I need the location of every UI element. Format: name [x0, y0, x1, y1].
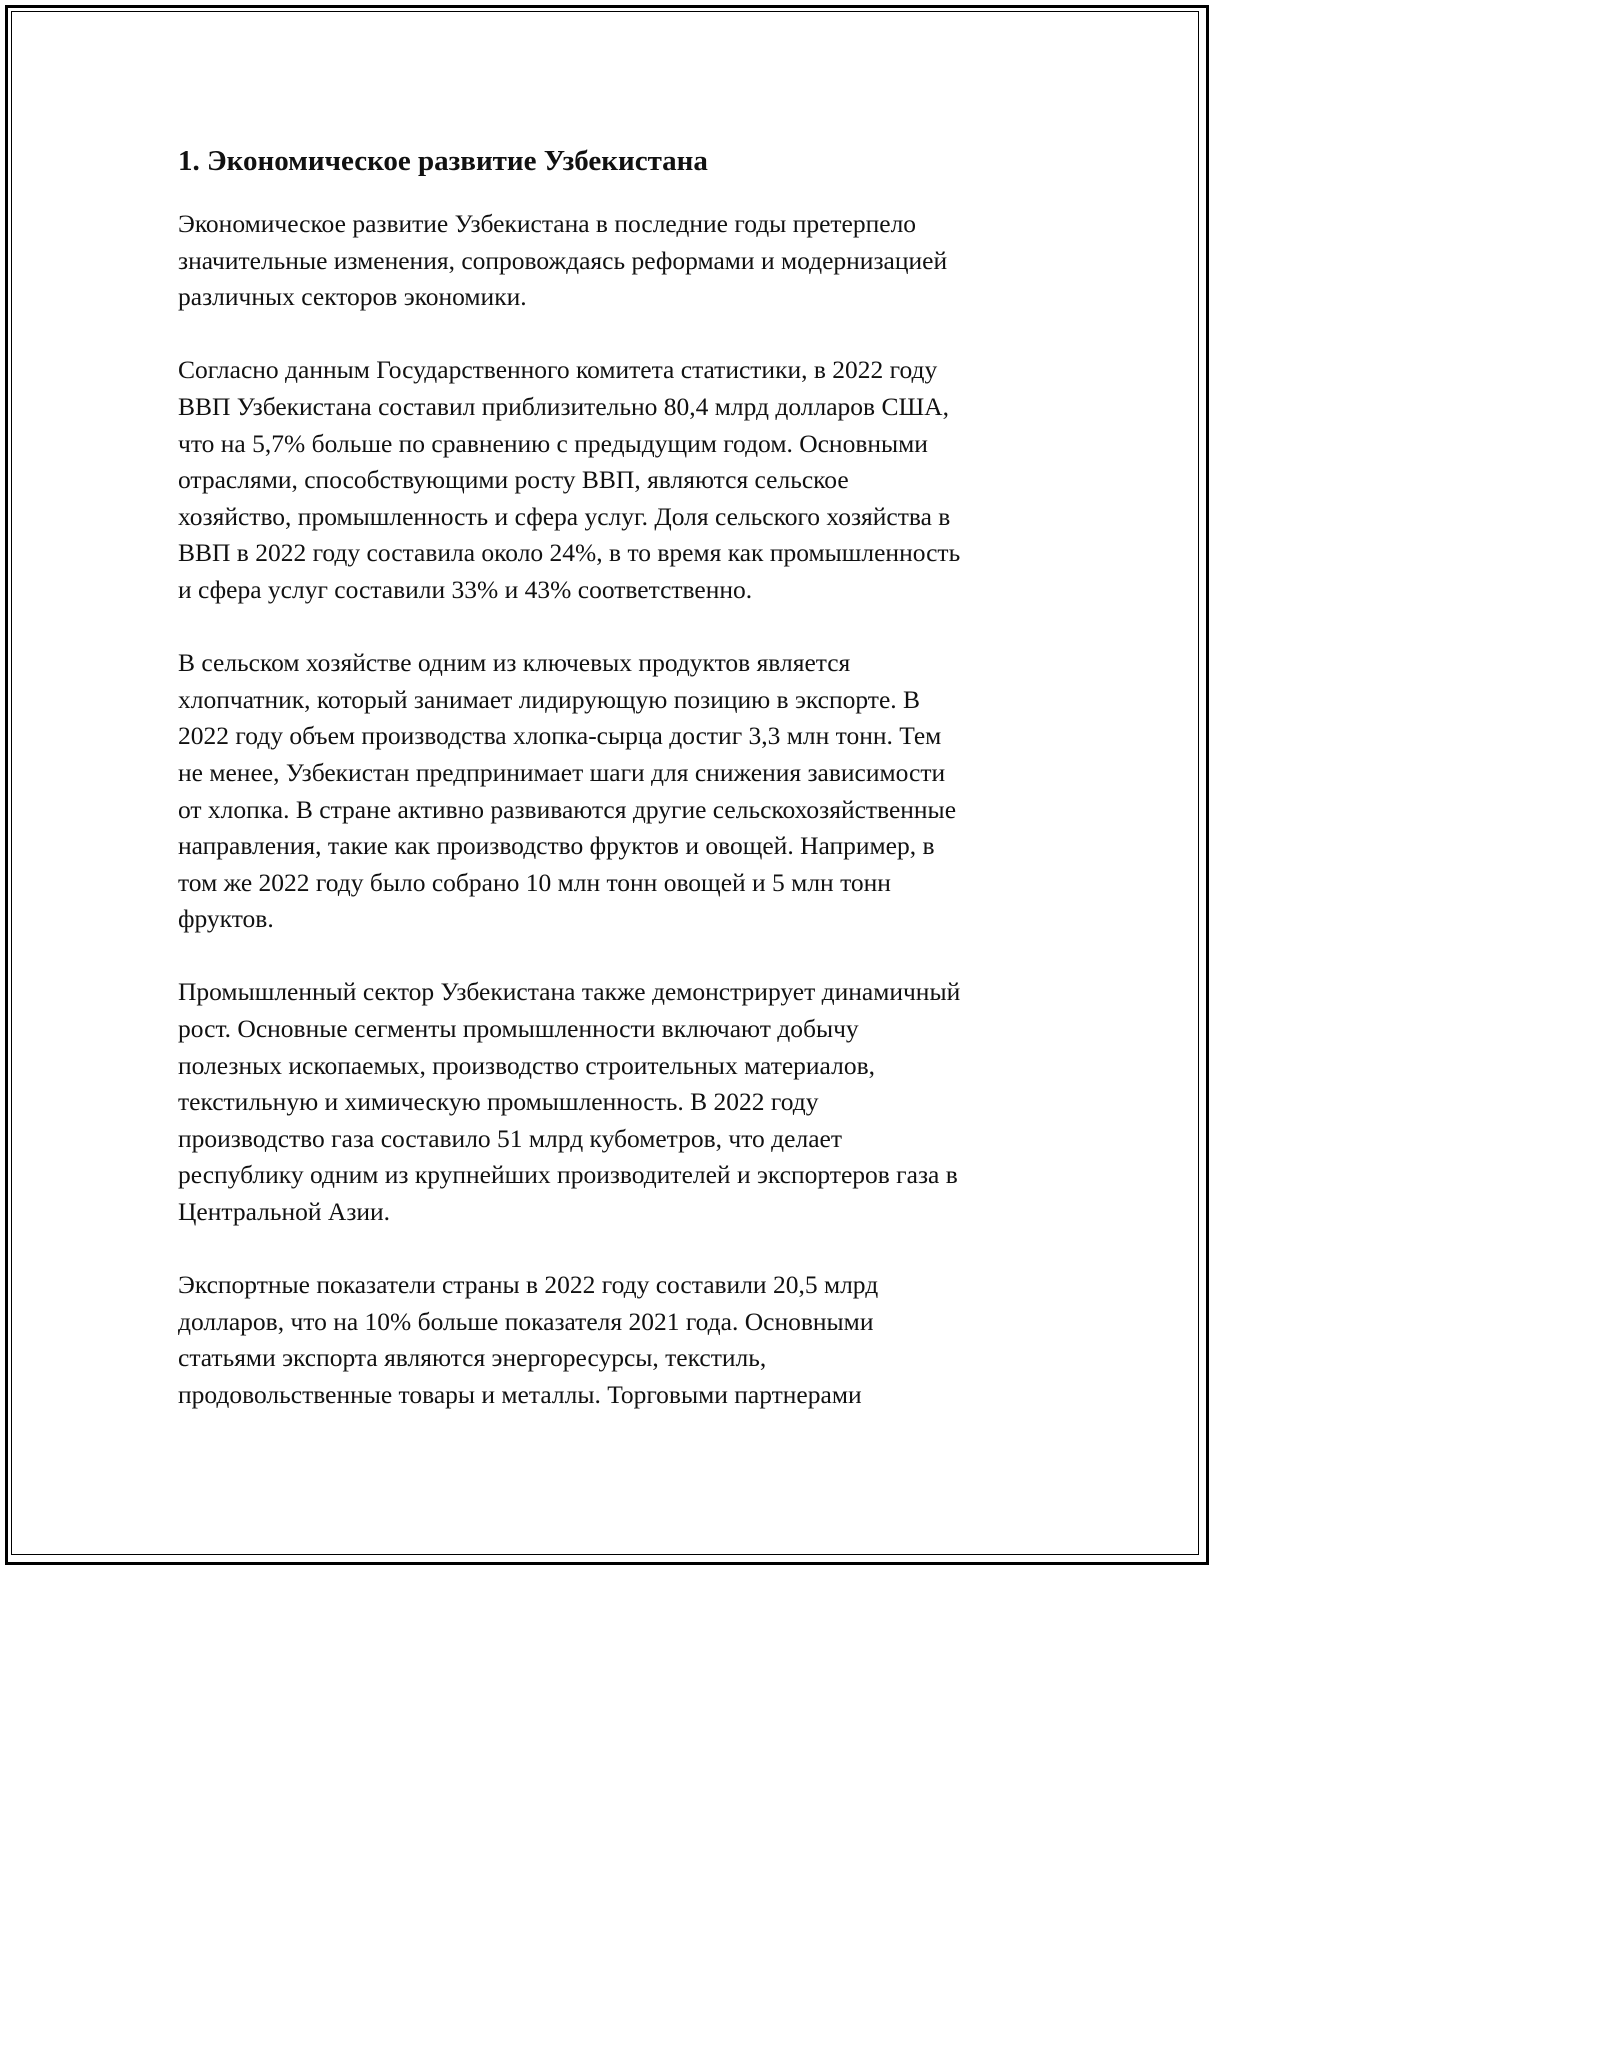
text-line: том же 2022 году было собрано 10 млн тонн овощей и 5 млн тонн [178, 867, 891, 897]
paragraph-export [178, 1267, 1048, 1413]
text-line: Экспортные показатели страны в 2022 году составили 20,5 млрд [178, 1270, 879, 1300]
paragraph-agriculture [178, 645, 1048, 938]
text-line: значительные изменения, сопровождаясь реформами и модернизацией [178, 245, 948, 275]
text-line: полезных ископаемых, производство строительных материалов, [178, 1050, 875, 1080]
text-line: различных секторов экономики. [178, 282, 527, 312]
text-line: что на 5,7% больше по сравнению с предыдущим годом. Основными [178, 428, 928, 458]
text-line: рост. Основные сегменты промышленности включают добычу [178, 1014, 859, 1044]
text-line: отраслями, способствующими росту ВВП, являются сельское [178, 465, 849, 495]
text-line: ВВП в 2022 году составила около 24%, в то время как промышленность [178, 538, 961, 568]
section-heading: 1. Экономическое развитие Узбекистана [178, 145, 708, 177]
document-body [178, 140, 1048, 1450]
paragraph-intro [178, 206, 1048, 316]
text-line: фруктов. [178, 904, 274, 934]
text-line: хлопчатник, который занимает лидирующую позицию в экспорте. В [178, 684, 921, 714]
text-line: Центральной Азии. [178, 1197, 391, 1227]
text-line: ВВП Узбекистана составил приблизительно 80,4 млрд долларов США, [178, 391, 949, 421]
text-line: долларов, что на 10% больше показателя 2021 года. Основными [178, 1306, 874, 1336]
text-line: и сфера услуг составили 33% и 43% соответственно. [178, 574, 753, 604]
text-line: Экономическое развитие Узбекистана в последние годы претерпело [178, 209, 917, 238]
text-line: от хлопка. В стране активно развиваются другие сельскохозяйственные [178, 794, 957, 824]
text-line: 2022 году объем производства хлопка-сырца достиг 3,3 млн тонн. Тем [178, 721, 942, 751]
text-line: производство газа составило 51 млрд кубометров, что делает [178, 1123, 842, 1153]
text-line: не менее, Узбекистан предпринимает шаги для снижения зависимости [178, 757, 946, 787]
paragraph-gdp [178, 352, 1048, 608]
text-line: статьями экспорта являются энергоресурсы, текстиль, [178, 1343, 767, 1373]
text-line: Промышленный сектор Узбекистана также демонстрирует динамичный [178, 977, 961, 1007]
paragraph-industry [178, 974, 1048, 1230]
text-line: продовольственные товары и металлы. Торговыми партнерами [178, 1380, 862, 1409]
text-line: республику одним из крупнейших производителей и экспортеров газа в [178, 1160, 958, 1190]
text-line: текстильную и химическую промышленность. В 2022 году [178, 1087, 819, 1117]
text-line: хозяйство, промышленность и сфера услуг. Доля сельского хозяйства в [178, 501, 951, 531]
text-line: Согласно данным Государственного комитета статистики, в 2022 году [178, 355, 938, 385]
text-line: направления, такие как производство фруктов и овощей. Например, в [178, 831, 935, 861]
text-line: В сельском хозяйстве одним из ключевых продуктов является [178, 648, 851, 678]
